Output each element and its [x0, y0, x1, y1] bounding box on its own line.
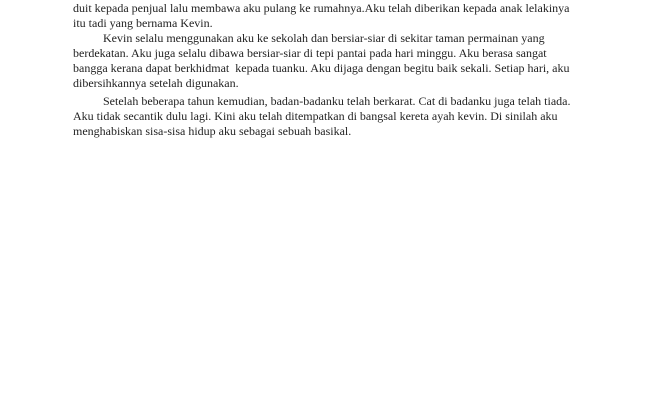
document-page — [73, 1, 593, 139]
text-line: dibersihkannya setelah digunakan. — [73, 76, 239, 90]
text-line: itu tadi yang bernama Kevin. — [73, 16, 213, 30]
paragraph-1 — [73, 1, 593, 31]
paragraph-3 — [73, 94, 593, 139]
text-line: berdekatan. Aku juga selalu dibawa bersiar-siar di tepi pantai pada hari minggu. Aku berasa sangat — [73, 46, 547, 60]
text-line: Setelah beberapa tahun kemudian, badan-badanku telah berkarat. Cat di badanku juga telah tiada. — [103, 94, 571, 108]
text-line: Aku tidak secantik dulu lagi. Kini aku telah ditempatkan di bangsal kereta ayah kevin. Di sinilah aku — [73, 109, 558, 123]
text-line: Kevin selalu menggunakan aku ke sekolah dan bersiar-siar di sekitar taman permainan yang — [103, 31, 545, 45]
text-line: menghabiskan sisa-sisa hidup aku sebagai sebuah basikal. — [73, 124, 352, 138]
text-line: bangga kerana dapat berkhidmat kepada tuanku. Aku dijaga dengan begitu baik sekali. Setiap hari, aku — [73, 61, 570, 75]
text-line: duit kepada penjual lalu membawa aku pulang ke rumahnya.Aku telah diberikan kepada anak lelakinya — [73, 1, 570, 15]
paragraph-2 — [73, 31, 593, 91]
